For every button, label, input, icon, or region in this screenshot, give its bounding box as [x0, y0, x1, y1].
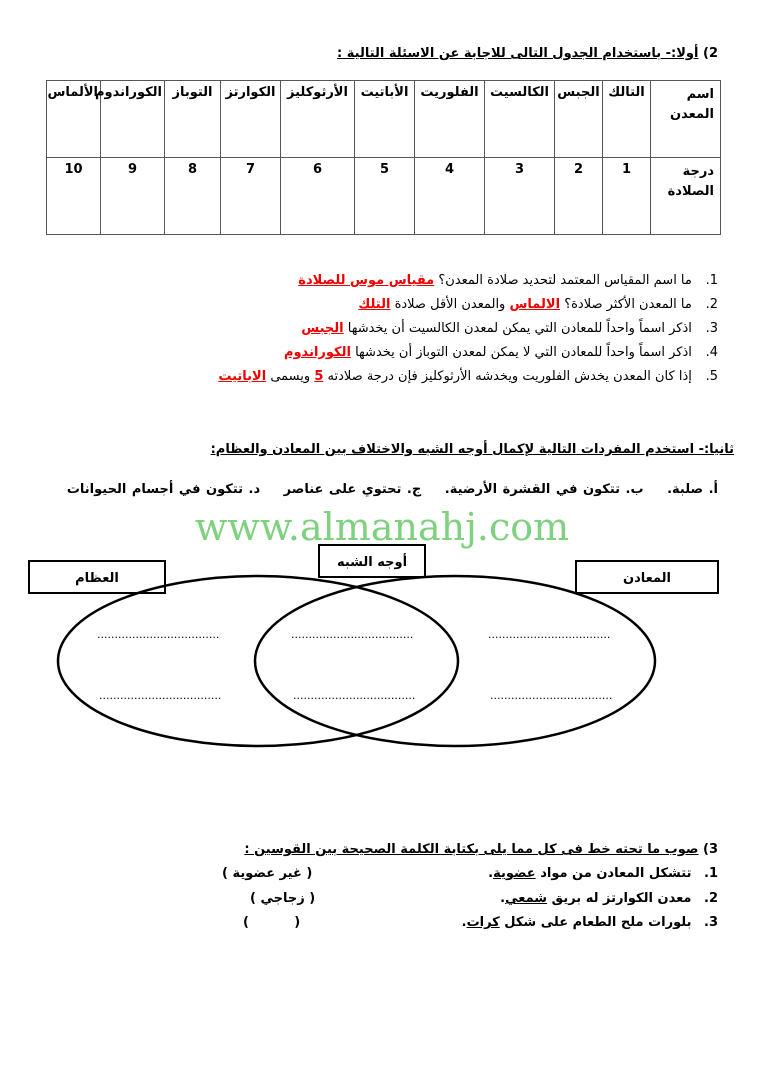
question-4: [284, 345, 718, 360]
section3-heading: [244, 842, 718, 857]
table-cell: الكوارتز: [221, 81, 281, 158]
correction-item-2: [500, 891, 718, 906]
table-cell: الألماس: [47, 81, 101, 158]
table-cell: 9: [101, 158, 165, 235]
table-cell: 10: [47, 158, 101, 235]
question-3: [301, 321, 718, 336]
underlined-word: كرات: [466, 915, 500, 930]
blank-line[interactable]: ...................................: [488, 628, 611, 641]
table-cell: الجبس: [555, 81, 603, 158]
mineral-name-label: اسم المعدن: [651, 81, 721, 158]
hardness-label: درجة الصلادة: [651, 158, 721, 235]
hardness-table: [46, 80, 721, 235]
question-answer: 5: [314, 369, 324, 384]
item-text: بلورات ملح الطعام على شكل: [499, 915, 692, 930]
section1-heading: [337, 46, 718, 61]
option-b: ب. تتكون في القشرة الأرضية.: [444, 482, 644, 497]
question-number: 4.: [705, 345, 718, 360]
blank-line[interactable]: ...................................: [291, 628, 414, 641]
venn-label-minerals: المعادن: [575, 560, 719, 594]
table-cell: الكوراندوم: [101, 81, 165, 158]
blank-line[interactable]: ...................................: [99, 689, 222, 702]
section1-title: أولا:- باستخدام الجدول التالى للاجابة عن الاسئلة التالية :: [337, 46, 699, 61]
item-text: تتشكل المعادن من مواد: [535, 866, 692, 881]
question-number: 5.: [705, 369, 718, 384]
question-answer: الكوراندوم: [283, 345, 351, 360]
blank-line[interactable]: ...................................: [97, 628, 220, 641]
question-text: ويسمى: [270, 369, 311, 384]
question-text: إذا كان المعدن يخدش الفلوريت ويخدشه الأرثوكليز فإن درجة صلادته: [327, 369, 692, 384]
venn-right-ellipse: [255, 576, 655, 746]
watermark: www.almanahj.com: [194, 505, 570, 549]
correction-item-3: [462, 915, 718, 930]
item-number: 1.: [704, 866, 718, 881]
question-answer: الالماس: [509, 297, 561, 312]
table-cell: التالك: [603, 81, 651, 158]
item-punct: .: [488, 866, 494, 881]
question-answer: الجبس: [301, 321, 344, 336]
question-text: ما المعدن الأكثر صلادة؟: [564, 297, 692, 312]
section3-title: صوب ما تحته خط فى كل مما يلى بكتابة الكلمة الصحيحة بين القوسين :: [244, 842, 699, 857]
question-5: [218, 369, 718, 384]
correction-answer-1[interactable]: ( غير عضوية ): [222, 866, 313, 881]
table-cell: 4: [415, 158, 485, 235]
question-answer: التلك: [358, 297, 391, 312]
question-text: والمعدن الأقل صلادة: [394, 297, 506, 312]
question-text: اذكر اسماً واحداً للمعادن التي لا يمكن لمعدن التوباز أن يخدشها: [355, 345, 692, 360]
table-cell: 1: [603, 158, 651, 235]
item-number: 3.: [704, 915, 718, 930]
venn-label-similarities: أوجه الشبه: [318, 544, 426, 578]
section1-number: 2): [703, 46, 718, 61]
table-row-names: [47, 81, 721, 158]
table-cell: الأرثوكليز: [281, 81, 355, 158]
venn-left-ellipse: [58, 576, 458, 746]
question-text: اذكر اسماً واحداً للمعادن التي يمكن لمعدن الكالسيت أن يخدشها: [347, 321, 692, 336]
option-d: د. تتكون في أجسام الحيوانات: [66, 482, 261, 497]
table-cell: التوباز: [165, 81, 221, 158]
underlined-word: عضوية: [493, 866, 536, 881]
correction-answer-3[interactable]: ( ): [243, 915, 301, 930]
underlined-word: شمعي: [505, 891, 548, 906]
vocabulary-options: [49, 482, 718, 497]
question-answer: الاباتيت: [218, 369, 267, 384]
table-cell: الفلوريت: [415, 81, 485, 158]
table-cell: الأباتيت: [355, 81, 415, 158]
item-number: 2.: [704, 891, 718, 906]
item-punct: .: [461, 915, 467, 930]
item-text: معدن الكوارتز له بريق: [547, 891, 692, 906]
table-cell: 6: [281, 158, 355, 235]
table-cell: 8: [165, 158, 221, 235]
question-answer: مقياس موس للصلادة: [298, 273, 435, 288]
table-row-hardness: [47, 158, 721, 235]
option-a: أ. صلبة.: [667, 482, 718, 497]
table-cell: 2: [555, 158, 603, 235]
venn-label-bones: العظام: [28, 560, 166, 594]
question-number: 1.: [705, 273, 718, 288]
question-2: [358, 297, 718, 312]
question-number: 3.: [705, 321, 718, 336]
blank-line[interactable]: ...................................: [293, 689, 416, 702]
option-c: ج. تحتوي على عناصر: [283, 482, 422, 497]
correction-item-1: [488, 866, 718, 881]
table-cell: 3: [485, 158, 555, 235]
table-cell: 7: [221, 158, 281, 235]
question-text: ما اسم المقياس المعتمد لتحديد صلادة المعدن؟: [438, 273, 692, 288]
question-number: 2.: [705, 297, 718, 312]
section3-number: 3): [703, 842, 718, 857]
table-cell: 5: [355, 158, 415, 235]
section2-heading: ثانيا:- استخدم المفردات التالية لإكمال أوجه الشبه والاختلاف بين المعادن والعظام:: [210, 442, 734, 457]
item-punct: .: [500, 891, 506, 906]
question-1: [298, 273, 718, 288]
table-cell: الكالسيت: [485, 81, 555, 158]
correction-answer-2[interactable]: ( زجاجي ): [250, 891, 316, 906]
blank-line[interactable]: ...................................: [490, 689, 613, 702]
